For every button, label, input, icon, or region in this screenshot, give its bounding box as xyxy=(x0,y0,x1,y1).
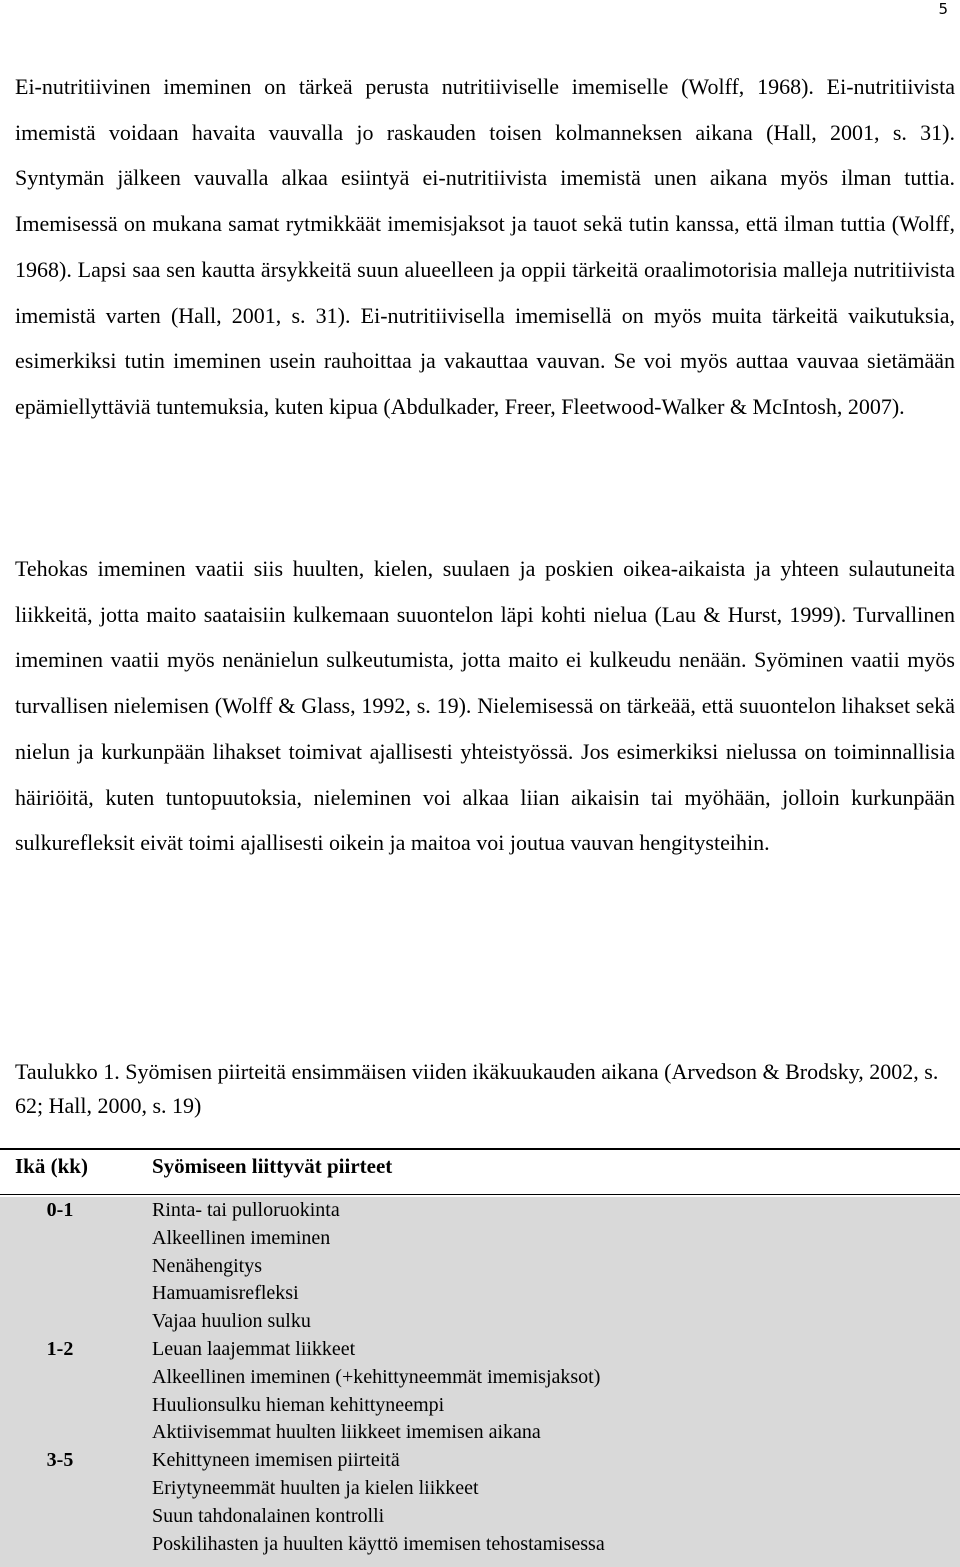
table-body xyxy=(0,1197,960,1567)
table-row xyxy=(0,1447,960,1558)
row-features xyxy=(152,1197,960,1336)
feature-item: Kehittyneen imemisen piirteitä xyxy=(152,1449,400,1472)
feature-item: Suun tahdonalainen kontrolli xyxy=(152,1504,385,1527)
table-header-rule xyxy=(0,1194,960,1195)
body-paragraph-1: Ei-nutritiivinen imeminen on tärkeä perusta nutritiiviselle imemiselle (Wolff, 1968). Ei-nutritiivista imemistä voidaan havaita vauvalla jo raskauden toisen kolmanneksen aikana (Hall, 2001, s. 31). Syntymän jälkeen vauvalla alkaa esiintyä ei-nutritiivista imemistä unen aikana myös ilman tuttia. Imemisessä on mukana samat rytmikkäät imemisjaksot ja tauot sekä tutin kanssa, että ilman tuttia (Wolff, 1968). Lapsi saa sen kautta ärsykkeitä suun alueelleen ja oppii tärkeitä oraalimotorisia malleja nutritiivista imemistä varten (Hall, 2001, s. 31). Ei-nutritiivisella imemisellä on myös muita tärkeitä vaikutuksia, esimerkiksi tutin imeminen usein rauhoittaa ja vakauttaa vauvan. Se voi myös auttaa vauvaa sietämään epämiellyttäviä tuntemuksia, kuten kipua (Abdulkader, Freer, Fleetwood-Walker & McIntosh, 2007). xyxy=(15,74,955,419)
feature-item: Vajaa huulion sulku xyxy=(152,1310,311,1333)
feature-item: Hamuamisrefleksi xyxy=(152,1282,299,1305)
feature-item: Rinta- tai pulloruokinta xyxy=(152,1199,340,1221)
feature-item: Poskilihasten ja huulten käyttö imemisen tehostamisessa xyxy=(152,1532,605,1555)
feature-item: Alkeellinen imeminen xyxy=(152,1226,331,1249)
table-header xyxy=(0,1151,960,1193)
row-features xyxy=(152,1447,960,1558)
row-age: 3-5 xyxy=(46,1449,74,1472)
feature-item: Huulionsulku hieman kehittyneempi xyxy=(152,1393,445,1416)
feature-item: Aktiivisemmat huulten liikkeet imemisen aikana xyxy=(152,1421,541,1444)
table-row xyxy=(0,1197,960,1336)
table-header-age: Ikä (kk) xyxy=(15,1154,88,1178)
page-number: 5 xyxy=(938,0,948,18)
table-header-features: Syömiseen liittyvät piirteet xyxy=(152,1154,393,1178)
feature-item: Nenähengitys xyxy=(152,1254,262,1277)
row-features xyxy=(152,1336,960,1447)
table-row xyxy=(0,1336,960,1447)
table-top-rule xyxy=(0,1148,960,1150)
feature-item: Eriytyneemmät huulten ja kielen liikkeet xyxy=(152,1476,479,1499)
feature-item: Alkeellinen imeminen (+kehittyneemmät imemisjaksot) xyxy=(152,1365,601,1388)
body-paragraph-2: Tehokas imeminen vaatii siis huulten, kielen, suulaen ja poskien oikea-aikaista ja yhteen sulautuneita liikkeitä, jotta maito saataisiin kulkemaan suuontelon läpi kohti nielua (Lau & Hurst, 1999). Turvallinen imeminen vaatii myös nenänielun sulkeutumista, jotta maito ei kulkeudu nenään. Syöminen vaatii myös turvallisen nielemisen (Wolff & Glass, 1992, s. 19). Nielemisessä on tärkeää, että suuontelon lihakset sekä nielun ja kurkunpään lihakset toimivat ajallisesti yhteistyössä. Jos esimerkiksi nielussa on toiminnallisia häiriöitä, kuten tuntopuutoksia, nieleminen voi alkaa liian aikaisin tai myöhään, jolloin kurkunpään sulkurefleksit eivät toimi ajallisesti oikein ja maitoa voi joutua vauvan hengitysteihin. xyxy=(15,556,955,856)
feature-item: Leuan laajemmat liikkeet xyxy=(152,1337,356,1360)
row-age: 0-1 xyxy=(46,1199,74,1221)
row-age: 1-2 xyxy=(46,1337,74,1360)
table-caption: Taulukko 1. Syömisen piirteitä ensimmäisen viiden ikäkuukauden aikana (Arvedson & Brodsky, 2002, s. 62; Hall, 2000, s. 19) xyxy=(15,1059,939,1118)
